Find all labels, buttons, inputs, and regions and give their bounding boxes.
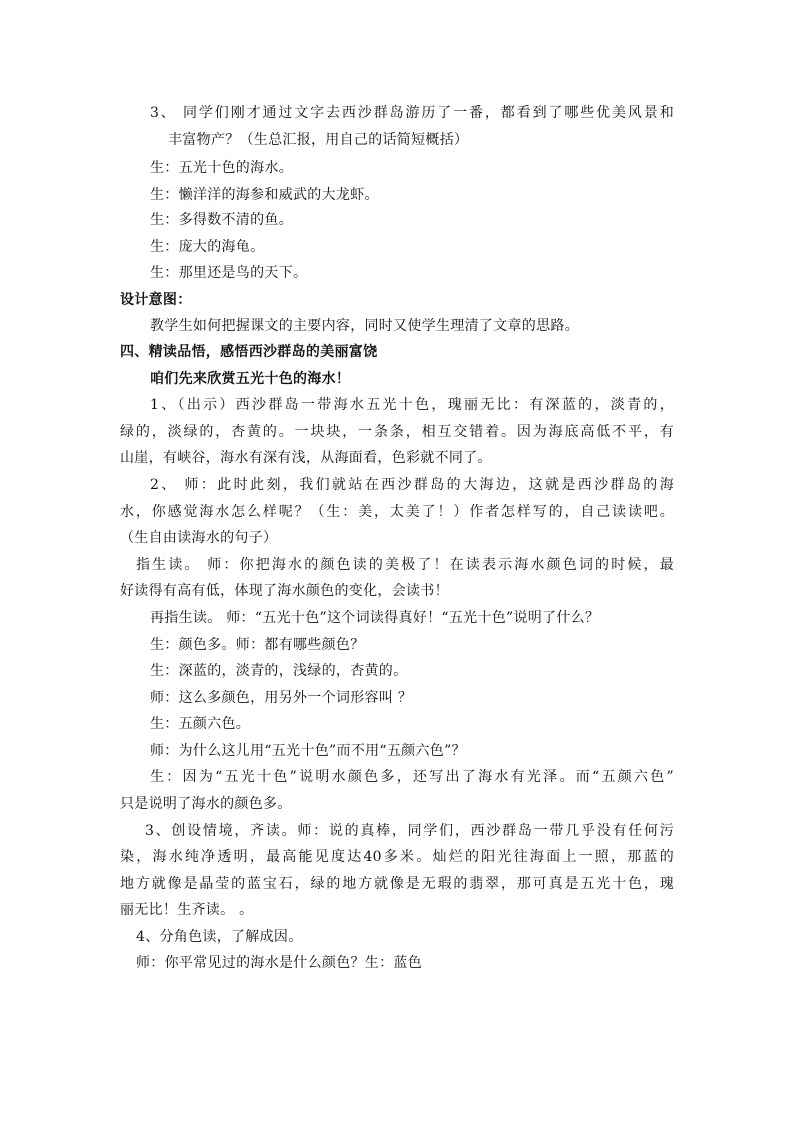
- student-answer-1: 生：五光十色的海水。: [150, 160, 293, 176]
- question-3-line-1: 3、 同学们刚才通过文字去西沙群岛游历了一番，都看到了哪些优美风景和: [150, 105, 674, 121]
- section-4-heading: 四、精读品悟，感悟西沙群岛的美丽富饶: [120, 344, 378, 360]
- item-1-line-2: 绿的，淡绿的，杏黄的。一块块，一条条，相互交错着。因为海底高低不平，有: [120, 424, 674, 440]
- item-4-line-2: 师：你平常见过的海水是什么颜色？生：蓝色: [136, 955, 422, 971]
- student-answer-5: 生：那里还是鸟的天下。: [150, 265, 308, 281]
- design-intent-text: 教学生如何把握课文的主要内容，同时又使学生理清了文章的思路。: [150, 318, 579, 334]
- dialogue-line-7: 只是说明了海水的颜色多。: [120, 796, 292, 812]
- dialogue-line-3: 师：这么多颜色，用另外一个词形容叫 ？: [150, 690, 413, 706]
- item-1-line-1: 1、（出示）西沙群岛一带海水五光十色，瑰丽无比：有深蓝的，淡青的，: [150, 397, 674, 413]
- student-answer-2: 生：懒洋洋的海参和威武的大龙虾。: [150, 187, 379, 203]
- item-2-line-1: 2、 师：此时此刻，我们就站在西沙群岛的大海边，这就是西沙群岛的海: [150, 477, 674, 493]
- section-4-subheading: 咱们先来欣赏五光十色的海水！: [150, 371, 351, 387]
- dialogue-line-5: 师：为什么这儿用“五光十色”而不用“五颜六色”？: [150, 743, 466, 759]
- item-4-line-1: 4、分角色读，了解成因。: [136, 929, 303, 945]
- student-answer-3: 生：多得数不清的鱼。: [150, 212, 293, 228]
- dialogue-line-1: 生：颜色多。师：都有哪些颜色？: [150, 637, 365, 653]
- question-3-line-2: 丰富物产？（生总汇报，用自己的话简短概括）: [168, 132, 469, 148]
- reading-line-3: 再指生读。 师：“五光十色”这个词读得真好！“五光十色”说明了什么？: [150, 610, 600, 626]
- item-3-line-3: 地方就像是晶莹的蓝宝石，绿的地方就像是无瑕的翡翠，那可真是五光十色，瑰: [120, 876, 674, 892]
- dialogue-line-4: 生：五颜六色。: [150, 716, 251, 732]
- item-2-line-2: 水，你感觉海水怎么样呢？（生：美，太美了！）作者怎样写的，自己读读吧。: [120, 504, 674, 520]
- student-answer-4: 生：庞大的海龟。: [150, 239, 265, 255]
- dialogue-line-6: 生：因为“五光十色”说明水颜色多，还写出了海水有光泽。而“五颜六色”: [150, 769, 674, 785]
- item-1-line-3: 山崖，有峡谷，海水有深有浅，从海面看，色彩就不同了。: [120, 450, 492, 466]
- design-intent-heading: 设计意图：: [120, 292, 192, 308]
- item-2-line-3: （生自由读海水的句子）: [120, 530, 278, 546]
- reading-line-2: 好读得有高有低，体现了海水颜色的变化，会读书！: [120, 583, 449, 599]
- item-3-line-1: 3、创设情境，齐读。师：说的真棒，同学们，西沙群岛一带几乎没有任何污: [145, 823, 674, 839]
- dialogue-line-2: 生：深蓝的，淡青的，浅绿的，杏黄的。: [150, 663, 408, 679]
- reading-line-1: 指生读。 师：你把海水的颜色读的美极了！在读表示海水颜色词的时候，最: [136, 557, 674, 573]
- item-3-line-4: 丽无比！生齐读。 。: [120, 902, 254, 918]
- item-3-line-2: 染，海水纯净透明，最高能见度达40多米。灿烂的阳光往海面上一照，那蓝的: [120, 849, 674, 865]
